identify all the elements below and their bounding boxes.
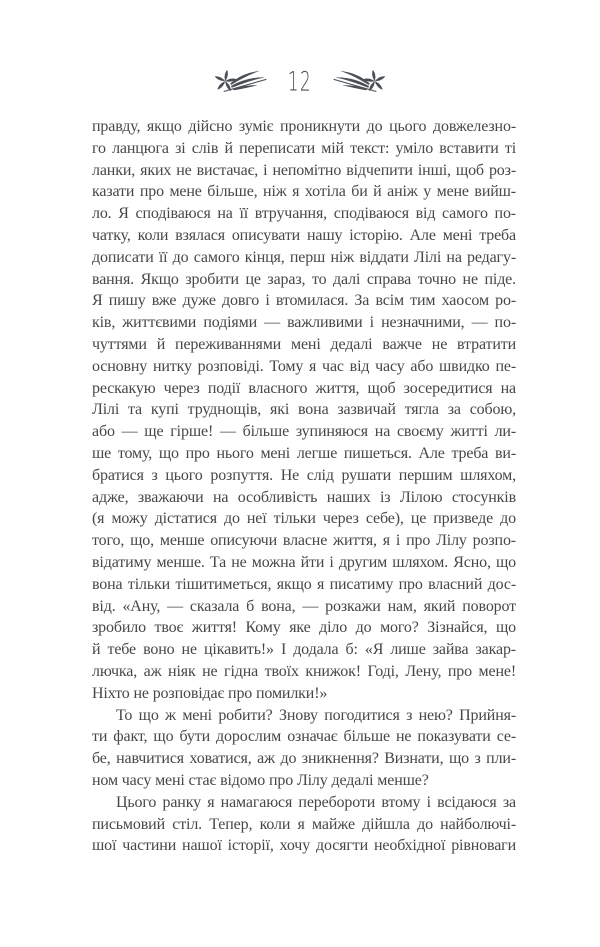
text-line: рескакую через події власного життя, щоб зосередитися на [92,379,516,397]
text-line: й тебе воно не цікавить!» І додала б: «Я лише зайва закар- [92,641,516,659]
text-line: або — ще гірше! — більше зупиняюся на своєму житті ли- [92,423,516,441]
text-line: шої частини нашої історії, хочу досягти необхідної рівноваги [92,837,516,855]
text-line: бе, навчитися ховатися, аж до зникнення? Визнати, що з пли- [92,750,516,768]
text-line: (я можу дістатися до неї тільки через себе), це призведе до [92,510,516,528]
text-line: Я пишу вже дуже довго і втомилася. За всім тим хаосом ро- [92,292,516,310]
running-head [0,58,600,106]
text-line: чуттями й переживаннями мені дедалі важче не втратити [92,335,516,353]
text-line: братися з цього розпуття. Не слід рушати першим шляхом, [92,466,516,484]
text-line: Лілі та купі труднощів, які вона зазвичай тягла за собою, [92,401,516,419]
text-line: вання. Якщо зробити це зараз, то далі справа точно не піде. [92,270,516,288]
text-line: адже, зважаючи на особливість наших із Лілою стосунків [92,488,516,506]
text-line: ти факт, що бути дорослим означає більше не показувати се- [92,728,516,746]
text-line: лючка, аж ніяк не гідна твоїх книжок! Годі, Лену, про мене! [92,662,516,680]
text-line: ків, життєвими подіями — важливими і незначними, — по- [92,314,516,332]
text-line: ном часу мені стає відомо про Лілу дедалі менше? [92,771,429,789]
text-line: дописати її до самого кінця, перш ніж віддати Лілі на редагу- [92,248,516,266]
text-block [92,116,516,857]
text-line: Ніхто не розповідає про помилки!» [92,684,328,702]
page-number: 12 [287,65,313,97]
text-line: вона тільки тішитиметься, якщо я писатиму про власний дос- [92,575,516,593]
text-line: То що ж мені робити? Знову погодитися з нею? Прийня- [116,706,516,724]
text-line: письмовий стіл. Тепер, коли я майже дійшла до найболючі- [92,815,516,833]
text-line: правду, якщо дійсно зуміє проникнути до цього довжелезно- [92,118,516,135]
text-line: чатку, коли взялася описувати нашу історію. Але мені треба [92,226,516,244]
text-line: основну нитку розповіді. Тому я час від часу або швидко пе- [92,357,516,375]
text-line: того, що, менше описуючи власне життя, я і про Лілу розпо- [92,532,516,550]
text-line: ло. Я сподіваюся на її втручання, сподіваюся від самого по- [92,205,516,223]
text-line: ше тому, що про нього мені легше пишеться. Але треба ви- [92,444,516,462]
text-line: від. «Ану, — сказала б вона, — розкажи нам, який поворот [92,597,516,615]
text-line: го ланцюга зі слів й переписати мій текст: уміло вставити ті [92,139,516,157]
leaf-sprig-icon [212,62,268,102]
leaf-sprig-icon [332,62,388,102]
text-line: казати про мене більше, ніж я хотіла би й аніж у мене вийш- [92,183,516,201]
text-line: Цього ранку я намагаюся перебороти втому і всідаюся за [116,793,516,811]
text-line: зробило твоє життя! Кому яке діло до мого? Зізнайся, що [92,619,516,637]
text-line: ланки, яких не вистачає, і непомітно відчепити інші, щоб роз- [92,161,516,179]
text-line: відатиму менше. Та не можна йти і другим шляхом. Ясно, що [92,553,516,571]
